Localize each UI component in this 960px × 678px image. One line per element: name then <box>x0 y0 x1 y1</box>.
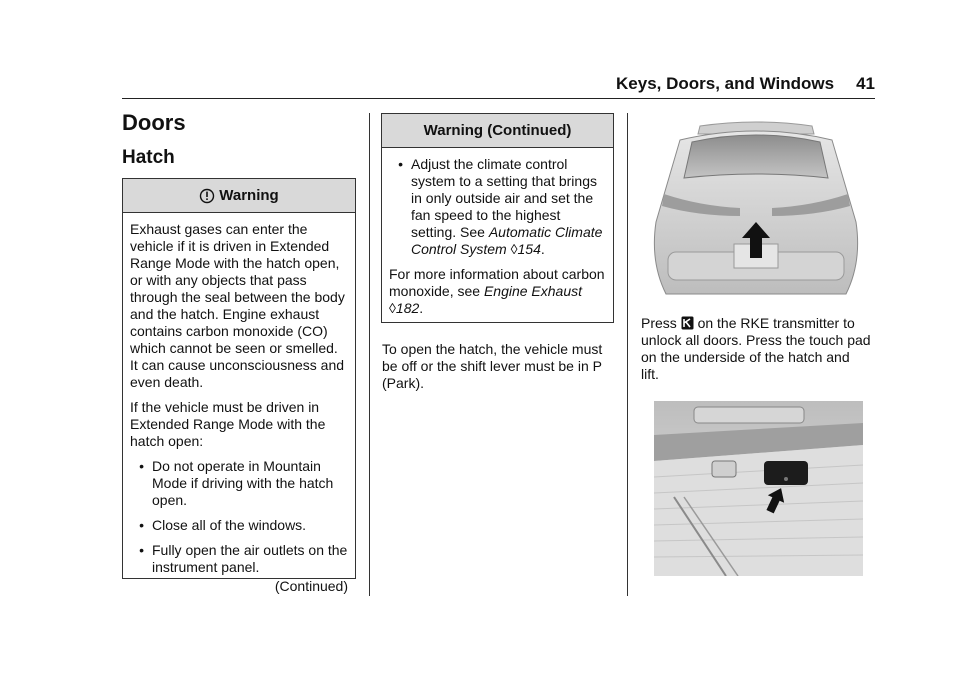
touch-pad-illustration <box>654 401 863 576</box>
bullet-glyph: • <box>139 542 144 558</box>
engine-exhaust-link[interactable]: Engine Exhaust <box>483 283 583 299</box>
bullet-glyph: • <box>398 156 403 172</box>
touch-pad-image <box>654 401 863 576</box>
page-number: 41 <box>856 74 875 93</box>
climate-control-link[interactable]: Automatic Climate Control System <box>411 224 603 257</box>
page-ref-number[interactable]: 154 <box>517 241 541 257</box>
running-header <box>0 74 875 94</box>
warning-body <box>123 213 355 603</box>
warning-bullet <box>130 458 348 509</box>
section-title: Doors <box>122 110 186 135</box>
hatch-rear-view-illustration <box>640 112 873 304</box>
warning-heading: Warning <box>219 187 279 204</box>
bullet-glyph: • <box>139 458 144 474</box>
car-rear-image <box>640 112 873 304</box>
press-word: Press <box>641 315 677 331</box>
rke-unlock-icon <box>681 316 694 330</box>
bullet-text <box>411 156 606 258</box>
open-hatch-paragraph: To open the hatch, the vehicle must be off or the shift lever must be in P (Park). <box>382 341 603 391</box>
warning-bullet <box>130 542 348 576</box>
warning-bullet <box>130 517 348 534</box>
header-title: Keys, Doors, and Windows <box>616 74 835 93</box>
warning-icon <box>199 188 215 204</box>
press-paragraph <box>641 315 871 383</box>
column-divider-1 <box>369 113 370 596</box>
warning-bullet <box>389 156 606 258</box>
column-divider-2 <box>627 113 628 596</box>
period: . <box>419 300 424 316</box>
more-info-paragraph <box>389 266 606 317</box>
continued-label: (Continued) <box>274 578 348 594</box>
more-info-text: For more information about carbon monoxide, see <box>389 266 605 299</box>
warning-header <box>123 179 355 213</box>
header-rule <box>122 98 875 99</box>
warning-paragraph-2: If the vehicle must be driven in Extended Range Mode with the hatch open: <box>130 399 326 449</box>
warning-paragraph-1: Exhaust gases can enter the vehicle if it is driven in Extended Range Mode with the hatch open, or with any objects that pass through the seal between the body and the hatch. Engine exhaust contains carbon monoxide (CO) which cannot be seen or smelled. It can cause unconsciousness and even death. <box>130 221 345 390</box>
bullet-text: Close all of the windows. <box>152 517 307 533</box>
bullet-text: Fully open the air outlets on the instrument panel. <box>152 542 348 575</box>
bullet-text: Do not operate in Mountain Mode if driving with the hatch open. <box>152 458 334 508</box>
warning-box <box>122 178 356 594</box>
period: . <box>540 241 545 257</box>
warning-continued-heading: Warning (Continued) <box>423 122 572 139</box>
bullet-text-plain: Adjust the climate control system to a setting that brings in only outside air and set the fan speed to the highest setting. See <box>411 156 597 240</box>
page-ref-icon: ◊ <box>389 300 396 316</box>
warning-continued-header <box>382 114 613 148</box>
warning-continued-box <box>381 113 614 323</box>
warning-continued-body <box>382 148 613 333</box>
subsection-title: Hatch <box>122 147 175 168</box>
page-ref-number[interactable]: 182 <box>395 300 420 316</box>
page-ref-icon: ◊ <box>510 241 518 257</box>
press-text: on the RKE transmitter to unlock all doors. Press the touch pad on the underside of the hatch and lift. <box>641 315 871 382</box>
bullet-glyph: • <box>139 517 144 533</box>
